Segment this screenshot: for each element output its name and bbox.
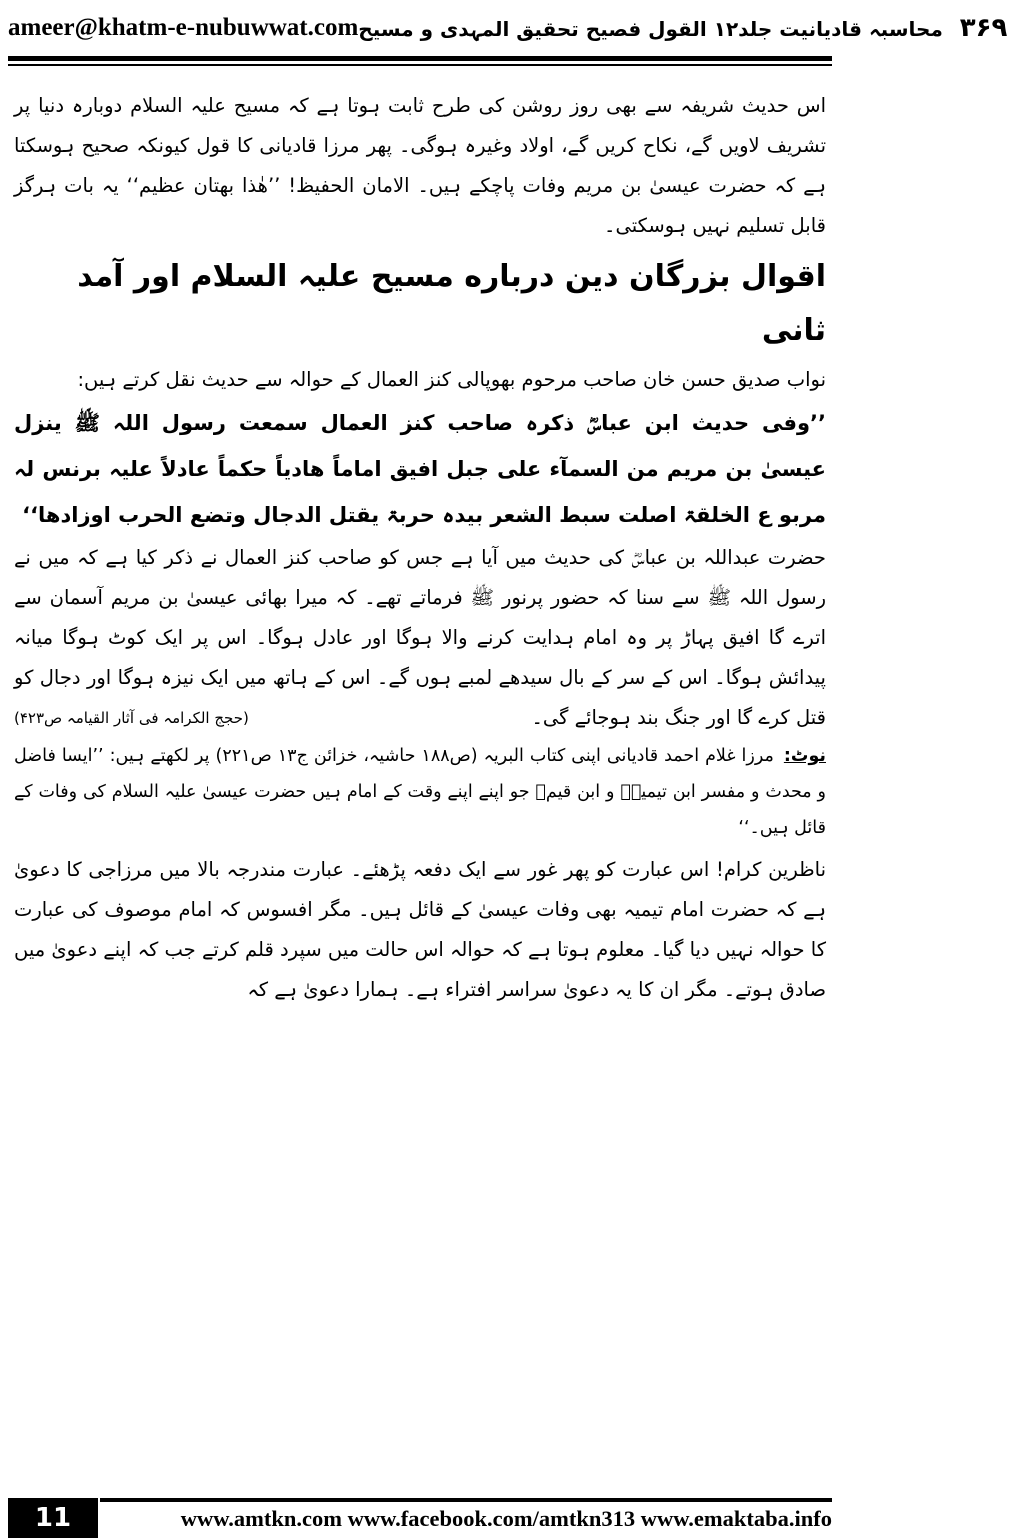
paragraph-1: اس حدیث شریفہ سے بھی روز روشن کی طرح ثابت ہوتا ہے کہ مسیح علیہ السلام دوبارہ دنیا پر تشریف لاویں گے، نکاح کریں گے، اولاد وغیرہ ہوگی۔ پھر مرزا قادیانی کا قول کیونکہ صحیح ہوسکتا ہے کہ حضرت عیسیٰ بن مریم وفات پاچکے ہیں۔ الامان الحفیظ! ’’ھٰذا بھتان عظیم‘‘ یہ بات ہرگز قابل تسلیم نہیں ہوسکتی۔ [14, 94, 826, 237]
footer-rule [100, 1498, 832, 1502]
translation-paragraph [14, 538, 826, 738]
page-header [8, 6, 1008, 50]
section-heading: اقوال بزرگان دین درباره مسیح علیہ السلام اور آمد ثانی [77, 259, 826, 348]
footer-links[interactable]: www.amtkn.com www.facebook.com/amtkn313 www.emaktaba.info [180, 1506, 832, 1531]
reference-citation: (حجج الکرامہ فی آثار القیامہ ص۴۲۳) [14, 709, 249, 727]
header-title-text: محاسبہ قادیانیت جلد۱۲ القول فصیح تحقیق المہدی و مسیح [358, 17, 943, 41]
arabic-quote: ’’وفی حدیث ابن عباسؓ ذکرہ صاحب کنز العمال سمعت رسول اللہ ﷺ ینزل عیسیٰ بن مریم من السمآء علی جبل افیق اماماً ھادیاً حکماً عادلاً علیہ برنس لہ مربو ع الخلقۃ اصلت سبط الشعر بیدہ حربۃ یقتل الدجال وتضع الحرب اوزادھا‘‘ [14, 411, 826, 527]
footer-page-number: 11 [8, 1498, 98, 1538]
note-label: نوٹ: [783, 746, 826, 766]
page-content [14, 86, 826, 1456]
note-text: مرزا غلام احمد قادیانی اپنی کتاب البریہ (ص۱۸۸ حاشیہ، خزائن ج۱۳ ص۲۲۱) پر لکھتے ہیں: ’’ایسا فاضل و محدث و مفسر ابن تیمیہؒ و ابن قیمؒ جو اپنے اپنے وقت کے امام ہیں حضرت عیسیٰ علیہ السلام کی وفات کے قائل ہیں۔‘‘ [14, 746, 826, 838]
header-rule-thick [8, 56, 832, 61]
translation-text: حضرت عبداللہ بن عباسؓ کی حدیث میں آیا ہے جس کو صاحب کنز العمال نے ذکر کیا ہے کہ میں نے رسول اللہ ﷺ سے سنا کہ حضور پرنور ﷺ فرماتے تھے۔ کہ میرا بھائی عیسیٰ بن مریم آسمان سے اترے گا افیق پہاڑ پر وہ امام ہدایت کرنے والا ہوگا اور عادل ہوگا۔ اس پر ایک کوٹ ہوگا میانہ پیدائش ہوگا۔ اس کے سر کے بال سیدھے لمبے ہوں گے۔ اس کے ہاتھ میں ایک نیزہ ہوگا اور دجال کو قتل کرے گا اور جنگ بند ہوجائے گی۔ [14, 546, 826, 729]
header-email: ameer@khatm-e-nubuwwat.com [8, 14, 359, 41]
intro-paragraph: نواب صدیق حسن خان صاحب مرحوم بھوپالی کنز العمال کے حوالہ سے حدیث نقل کرتے ہیں: [77, 368, 826, 391]
header-page-number: ۳۶۹ [959, 13, 1008, 43]
header-rule-thin [8, 64, 832, 66]
header-book-title [358, 13, 1017, 43]
paragraph-2: ناظرین کرام! اس عبارت کو پھر غور سے ایک دفعہ پڑھئے۔ عبارت مندرجہ بالا میں مرزاجی کا دعویٰ ہے کہ حضرت امام تیمیہ بھی وفات عیسیٰ کے قائل ہیں۔ مگر افسوس کہ امام موصوف کی عبارت کا حوالہ نہیں دیا گیا۔ معلوم ہوتا ہے کہ حوالہ اس حالت میں سپرد قلم کرتے جب کہ اپنے دعویٰ میں صادق ہوتے۔ مگر ان کا یہ دعویٰ سراسر افتراء ہے۔ ہمارا دعویٰ ہے کہ [14, 858, 826, 1001]
page-footer [0, 1498, 840, 1540]
note-paragraph [14, 738, 826, 846]
